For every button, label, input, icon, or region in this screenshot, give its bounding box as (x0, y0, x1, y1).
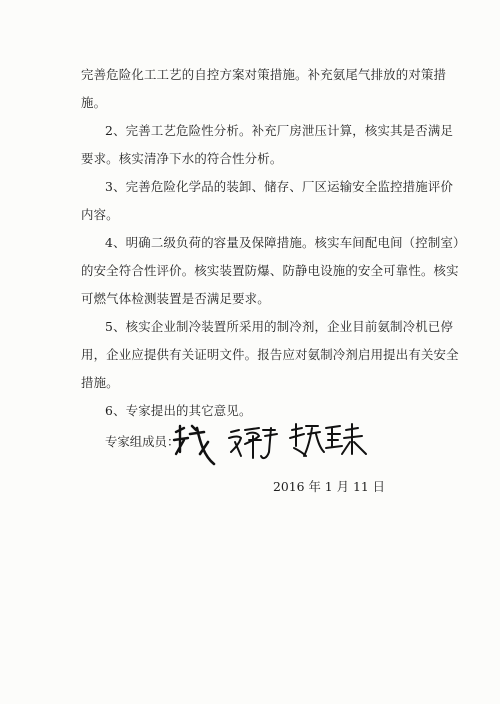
handwritten-signature-3 (288, 420, 370, 466)
paragraph-3-line-2: 内容。 (81, 207, 119, 222)
paragraph-4-line-1: 4、明确二级负荷的容量及保障措施。核实车间配电间（控制室） (105, 235, 466, 250)
paragraph-1-line-1: 完善危险化工工艺的自控方案对策措施。补充氨尾气排放的对策措 (81, 67, 447, 82)
paragraph-5-line-2: 用，企业应提供有关证明文件。报告应对氨制冷剂启用提出有关安全 (81, 347, 459, 362)
paragraph-4-line-3: 可燃气体检测装置是否满足要求。 (81, 291, 270, 306)
paragraph-5-line-3: 措施。 (81, 375, 119, 390)
paragraph-3-line-1: 3、完善危险化学品的装卸、储存、厂区运输安全监控措施评价 (105, 179, 454, 194)
paragraph-2-line-2: 要求。核实清净下水的符合性分析。 (81, 151, 283, 166)
paragraph-5-line-1: 5、核实企业制冷装置所采用的制冷剂，企业目前氨制冷机已停 (105, 319, 454, 334)
document-date: 2016 年 1 月 11 日 (273, 479, 386, 494)
signature-label: 专家组成员： (105, 434, 180, 449)
paragraph-6-line-1: 6、专家提出的其它意见。 (105, 403, 252, 418)
paragraph-1-line-2: 施。 (81, 95, 107, 110)
paragraph-2-line-1: 2、完善工艺危险性分析。补充厂房泄压计算，核实其是否满足 (105, 123, 454, 138)
paragraph-4-line-2: 的安全符合性评价。核实装置防爆、防静电设施的安全可靠性。核实 (81, 263, 459, 278)
handwritten-signature-1 (170, 418, 218, 468)
handwritten-signature-2 (225, 422, 281, 464)
